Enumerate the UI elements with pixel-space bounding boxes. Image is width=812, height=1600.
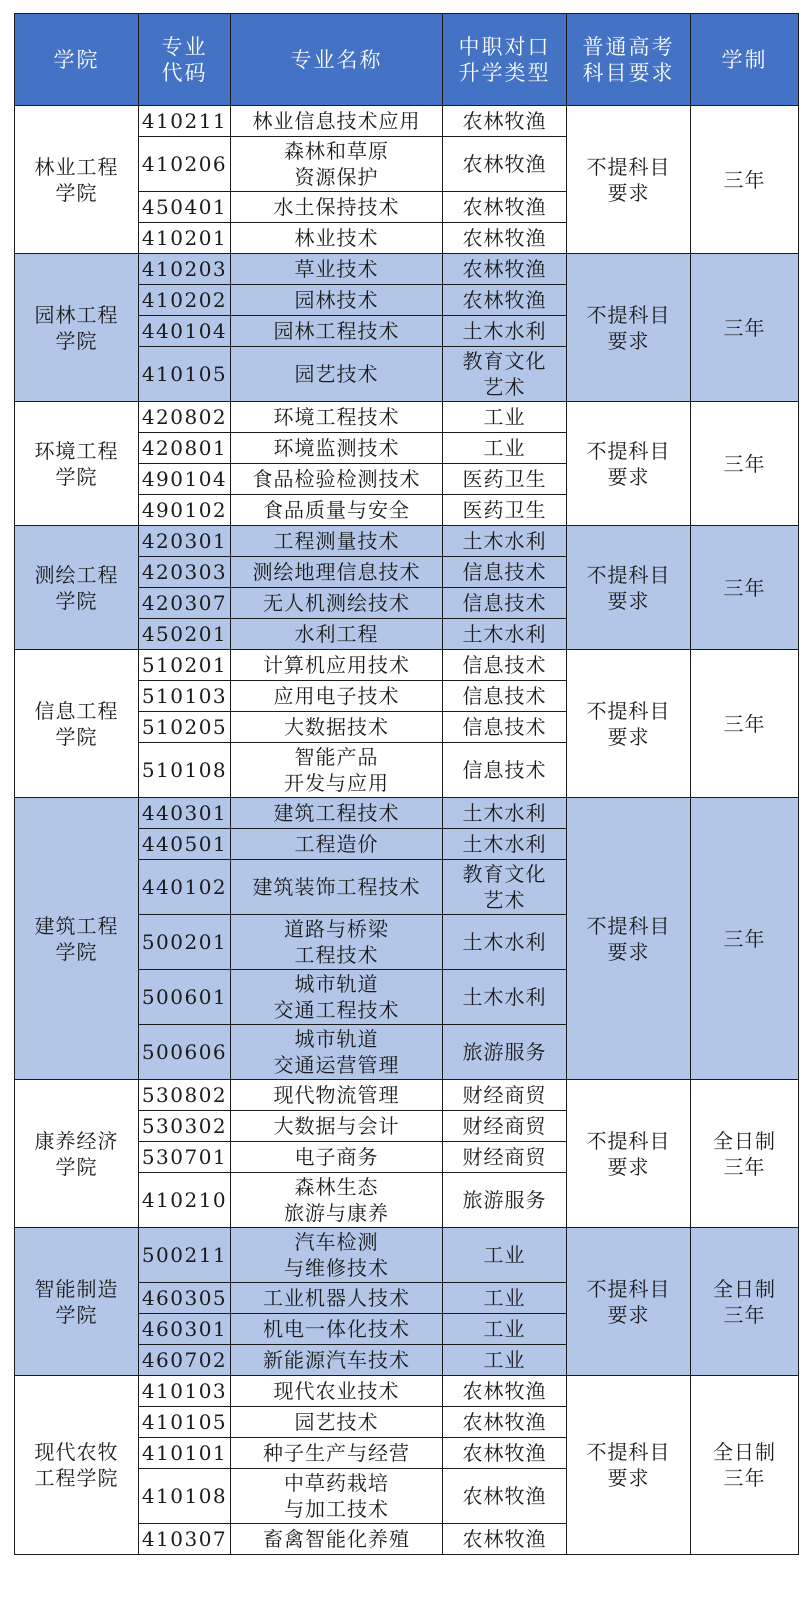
vocational-track-cell: 农林牧渔: [443, 285, 567, 316]
table-row: [15, 402, 799, 433]
major-name-cell: 建筑装饰工程技术: [231, 860, 443, 915]
header-major-name: 专业名称: [231, 14, 443, 106]
major-name-cell: 现代农业技术: [231, 1376, 443, 1407]
vocational-track-cell: 工业: [443, 1314, 567, 1345]
duration-cell: 三年: [691, 526, 799, 650]
major-code-cell: 420307: [139, 588, 231, 619]
table-header: [15, 14, 799, 106]
major-name-cell: 草业技术: [231, 254, 443, 285]
major-name-cell: 食品检验检测技术: [231, 464, 443, 495]
vocational-track-cell: 教育文化 艺术: [443, 860, 567, 915]
major-name-cell: 电子商务: [231, 1142, 443, 1173]
subject-requirement-cell: 不提科目 要求: [567, 650, 691, 798]
major-name-cell: 新能源汽车技术: [231, 1345, 443, 1376]
major-code-cell: 420303: [139, 557, 231, 588]
vocational-track-cell: 农林牧渔: [443, 106, 567, 137]
major-code-cell: 410108: [139, 1469, 231, 1524]
vocational-track-cell: 旅游服务: [443, 1025, 567, 1080]
major-name-cell: 无人机测绘技术: [231, 588, 443, 619]
major-name-cell: 园艺技术: [231, 347, 443, 402]
major-name-cell: 工程测量技术: [231, 526, 443, 557]
vocational-track-cell: 信息技术: [443, 557, 567, 588]
major-name-cell: 道路与桥梁 工程技术: [231, 915, 443, 970]
duration-cell: 全日制 三年: [691, 1376, 799, 1555]
vocational-track-cell: 工业: [443, 1345, 567, 1376]
vocational-track-cell: 财经商贸: [443, 1080, 567, 1111]
major-name-cell: 森林和草原 资源保护: [231, 137, 443, 192]
major-name-cell: 工业机器人技术: [231, 1283, 443, 1314]
major-name-cell: 建筑工程技术: [231, 798, 443, 829]
major-name-cell: 智能产品 开发与应用: [231, 743, 443, 798]
table-row: [15, 106, 799, 137]
vocational-track-cell: 信息技术: [443, 712, 567, 743]
vocational-track-cell: 农林牧渔: [443, 223, 567, 254]
table-row: [15, 1376, 799, 1407]
major-code-cell: 530701: [139, 1142, 231, 1173]
vocational-track-cell: 工业: [443, 433, 567, 464]
major-name-cell: 现代物流管理: [231, 1080, 443, 1111]
vocational-track-cell: 信息技术: [443, 681, 567, 712]
major-code-cell: 460301: [139, 1314, 231, 1345]
college-cell: 测绘工程 学院: [15, 526, 139, 650]
vocational-track-cell: 土木水利: [443, 798, 567, 829]
major-code-cell: 410206: [139, 137, 231, 192]
subject-requirement-cell: 不提科目 要求: [567, 254, 691, 402]
vocational-track-cell: 农林牧渔: [443, 192, 567, 223]
vocational-track-cell: 工业: [443, 1283, 567, 1314]
table-row: [15, 526, 799, 557]
major-name-cell: 机电一体化技术: [231, 1314, 443, 1345]
major-name-cell: 测绘地理信息技术: [231, 557, 443, 588]
major-code-cell: 530302: [139, 1111, 231, 1142]
duration-cell: 全日制 三年: [691, 1080, 799, 1228]
vocational-track-cell: 土木水利: [443, 829, 567, 860]
major-name-cell: 水土保持技术: [231, 192, 443, 223]
major-code-cell: 510205: [139, 712, 231, 743]
vocational-track-cell: 农林牧渔: [443, 1376, 567, 1407]
major-code-cell: 420801: [139, 433, 231, 464]
major-code-cell: 410307: [139, 1524, 231, 1555]
vocational-track-cell: 信息技术: [443, 743, 567, 798]
major-code-cell: 510201: [139, 650, 231, 681]
major-code-cell: 410210: [139, 1173, 231, 1228]
major-name-cell: 食品质量与安全: [231, 495, 443, 526]
major-code-cell: 510108: [139, 743, 231, 798]
college-cell: 环境工程 学院: [15, 402, 139, 526]
vocational-track-cell: 土木水利: [443, 970, 567, 1025]
major-code-cell: 410202: [139, 285, 231, 316]
vocational-track-cell: 土木水利: [443, 619, 567, 650]
major-name-cell: 园林工程技术: [231, 316, 443, 347]
major-name-cell: 环境工程技术: [231, 402, 443, 433]
major-code-cell: 450201: [139, 619, 231, 650]
majors-table-container: [14, 13, 798, 1555]
subject-requirement-cell: 不提科目 要求: [567, 526, 691, 650]
duration-cell: 全日制 三年: [691, 1228, 799, 1376]
table-row: [15, 798, 799, 829]
duration-cell: 三年: [691, 650, 799, 798]
header-major-code: 专业 代码: [139, 14, 231, 106]
major-code-cell: 490104: [139, 464, 231, 495]
major-code-cell: 420802: [139, 402, 231, 433]
major-code-cell: 410203: [139, 254, 231, 285]
vocational-track-cell: 信息技术: [443, 588, 567, 619]
major-code-cell: 440501: [139, 829, 231, 860]
header-subject-requirement: 普通高考 科目要求: [567, 14, 691, 106]
major-code-cell: 440102: [139, 860, 231, 915]
header-row: [15, 14, 799, 106]
subject-requirement-cell: 不提科目 要求: [567, 1080, 691, 1228]
college-cell: 现代农牧 工程学院: [15, 1376, 139, 1555]
major-name-cell: 园林技术: [231, 285, 443, 316]
major-name-cell: 工程造价: [231, 829, 443, 860]
major-name-cell: 城市轨道 交通运营管理: [231, 1025, 443, 1080]
duration-cell: 三年: [691, 798, 799, 1080]
major-name-cell: 园艺技术: [231, 1407, 443, 1438]
vocational-track-cell: 医药卫生: [443, 464, 567, 495]
major-code-cell: 410105: [139, 1407, 231, 1438]
header-vocational-track: 中职对口 升学类型: [443, 14, 567, 106]
major-code-cell: 410211: [139, 106, 231, 137]
vocational-track-cell: 土木水利: [443, 316, 567, 347]
college-cell: 康养经济 学院: [15, 1080, 139, 1228]
vocational-track-cell: 旅游服务: [443, 1173, 567, 1228]
college-cell: 智能制造 学院: [15, 1228, 139, 1376]
subject-requirement-cell: 不提科目 要求: [567, 402, 691, 526]
vocational-track-cell: 信息技术: [443, 650, 567, 681]
table-row: [15, 254, 799, 285]
major-code-cell: 530802: [139, 1080, 231, 1111]
major-code-cell: 500606: [139, 1025, 231, 1080]
major-name-cell: 大数据与会计: [231, 1111, 443, 1142]
vocational-track-cell: 土木水利: [443, 526, 567, 557]
subject-requirement-cell: 不提科目 要求: [567, 798, 691, 1080]
vocational-track-cell: 工业: [443, 402, 567, 433]
table-body: [15, 106, 799, 1555]
header-college: 学院: [15, 14, 139, 106]
vocational-track-cell: 农林牧渔: [443, 1469, 567, 1524]
vocational-track-cell: 财经商贸: [443, 1111, 567, 1142]
major-name-cell: 计算机应用技术: [231, 650, 443, 681]
major-code-cell: 450401: [139, 192, 231, 223]
major-name-cell: 林业技术: [231, 223, 443, 254]
duration-cell: 三年: [691, 402, 799, 526]
major-name-cell: 应用电子技术: [231, 681, 443, 712]
table-row: [15, 1080, 799, 1111]
major-code-cell: 500601: [139, 970, 231, 1025]
vocational-track-cell: 工业: [443, 1228, 567, 1283]
majors-table: [14, 13, 799, 1555]
major-name-cell: 林业信息技术应用: [231, 106, 443, 137]
major-name-cell: 大数据技术: [231, 712, 443, 743]
major-code-cell: 460702: [139, 1345, 231, 1376]
major-code-cell: 500201: [139, 915, 231, 970]
college-cell: 建筑工程 学院: [15, 798, 139, 1080]
duration-cell: 三年: [691, 254, 799, 402]
vocational-track-cell: 农林牧渔: [443, 1407, 567, 1438]
vocational-track-cell: 教育文化 艺术: [443, 347, 567, 402]
major-code-cell: 440104: [139, 316, 231, 347]
major-code-cell: 490102: [139, 495, 231, 526]
subject-requirement-cell: 不提科目 要求: [567, 1228, 691, 1376]
vocational-track-cell: 土木水利: [443, 915, 567, 970]
major-code-cell: 410101: [139, 1438, 231, 1469]
major-code-cell: 420301: [139, 526, 231, 557]
major-name-cell: 城市轨道 交通工程技术: [231, 970, 443, 1025]
table-row: [15, 650, 799, 681]
major-name-cell: 汽车检测 与维修技术: [231, 1228, 443, 1283]
college-cell: 信息工程 学院: [15, 650, 139, 798]
college-cell: 林业工程 学院: [15, 106, 139, 254]
table-row: [15, 1228, 799, 1283]
header-duration: 学制: [691, 14, 799, 106]
vocational-track-cell: 财经商贸: [443, 1142, 567, 1173]
major-code-cell: 500211: [139, 1228, 231, 1283]
major-code-cell: 460305: [139, 1283, 231, 1314]
subject-requirement-cell: 不提科目 要求: [567, 106, 691, 254]
vocational-track-cell: 医药卫生: [443, 495, 567, 526]
major-code-cell: 510103: [139, 681, 231, 712]
major-name-cell: 中草药栽培 与加工技术: [231, 1469, 443, 1524]
vocational-track-cell: 农林牧渔: [443, 254, 567, 285]
major-name-cell: 环境监测技术: [231, 433, 443, 464]
vocational-track-cell: 农林牧渔: [443, 1438, 567, 1469]
vocational-track-cell: 农林牧渔: [443, 1524, 567, 1555]
duration-cell: 三年: [691, 106, 799, 254]
major-code-cell: 440301: [139, 798, 231, 829]
college-cell: 园林工程 学院: [15, 254, 139, 402]
major-code-cell: 410105: [139, 347, 231, 402]
major-name-cell: 森林生态 旅游与康养: [231, 1173, 443, 1228]
subject-requirement-cell: 不提科目 要求: [567, 1376, 691, 1555]
major-code-cell: 410103: [139, 1376, 231, 1407]
major-name-cell: 畜禽智能化养殖: [231, 1524, 443, 1555]
major-name-cell: 种子生产与经营: [231, 1438, 443, 1469]
vocational-track-cell: 农林牧渔: [443, 137, 567, 192]
major-code-cell: 410201: [139, 223, 231, 254]
major-name-cell: 水利工程: [231, 619, 443, 650]
